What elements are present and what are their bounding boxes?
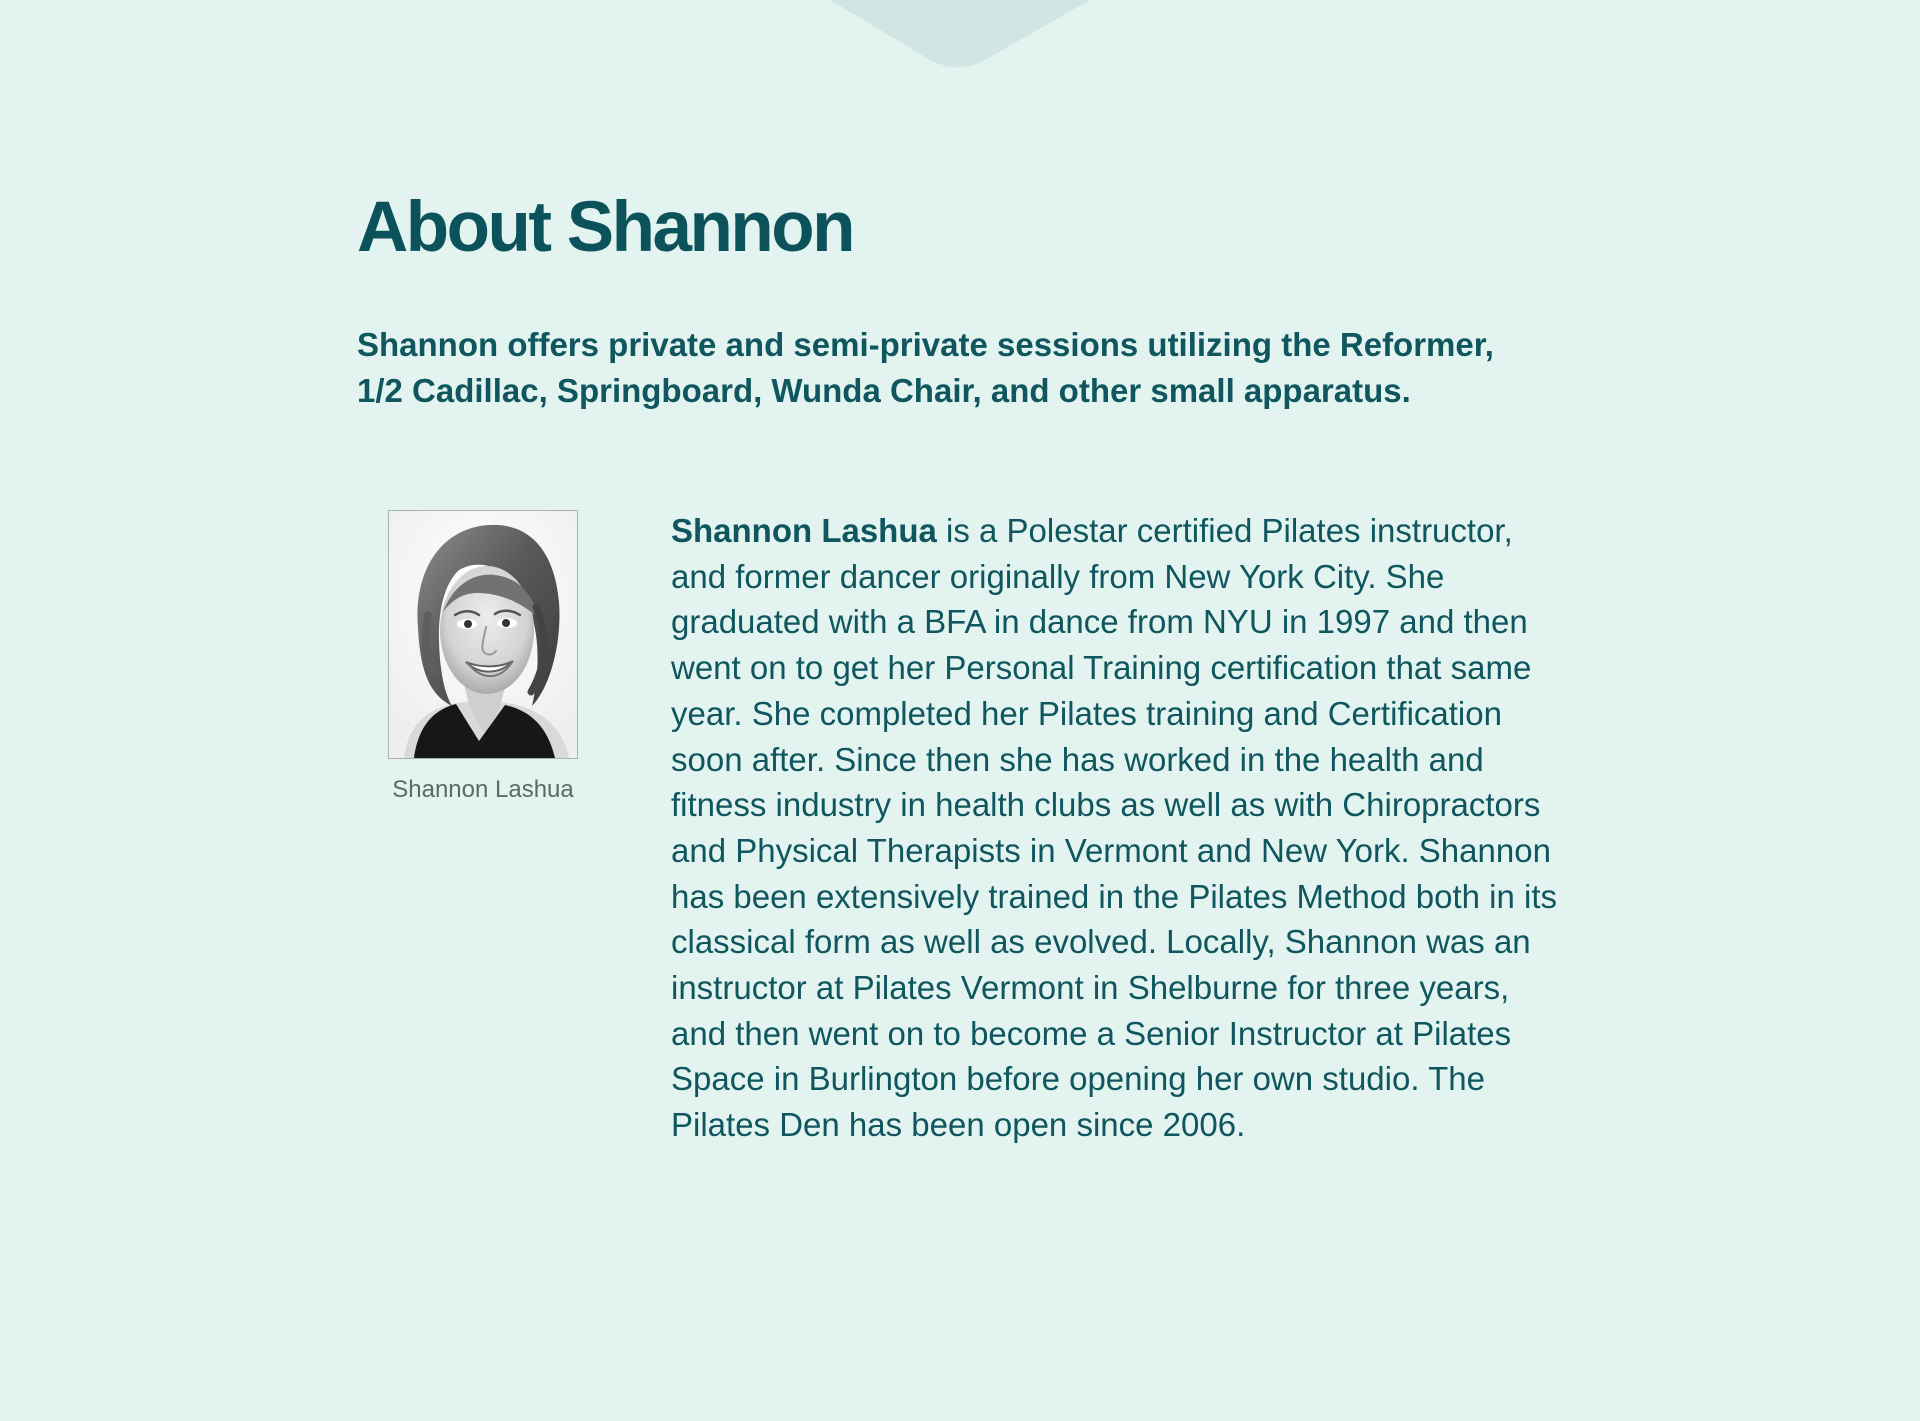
profile-caption: Shannon Lashua (392, 776, 574, 803)
portrait-image (389, 511, 577, 758)
biography-paragraph (671, 508, 1571, 1148)
page-title: About Shannon (357, 188, 853, 267)
bio-text: is a Polestar certified Pilates instructor, and former dancer originally from New York City. She graduated with a BFA in dance from NYU in 1997 and then went on to get her Personal Training certification that same year. She completed her Pilates training and Certification soon after. Since then she has worked in the health and fitness industry in health clubs as well as with Chiropractors and Physical Therapists in Vermont and New York. Shannon has been extensively trained in the Pilates Method both in its classical form as well as evolved. Locally, Shannon was an instructor at Pilates Vermont in Shelburne for three years, and then went on to become a Senior Instructor at Pilates Space in Burlington before opening her own studio. The Pilates Den has been open since 2006. (671, 512, 1558, 1144)
intro-paragraph: Shannon offers private and semi-private sessions utilizing the Reformer, 1/2 Cadillac, Springboard, Wunda Chair, and other small apparatus. (357, 326, 1494, 409)
about-section (357, 186, 1567, 1144)
bio-name: Shannon Lashua (671, 512, 937, 549)
top-divider-notch (0, 0, 1920, 80)
profile-figure (388, 510, 578, 805)
profile-photo (388, 510, 578, 759)
